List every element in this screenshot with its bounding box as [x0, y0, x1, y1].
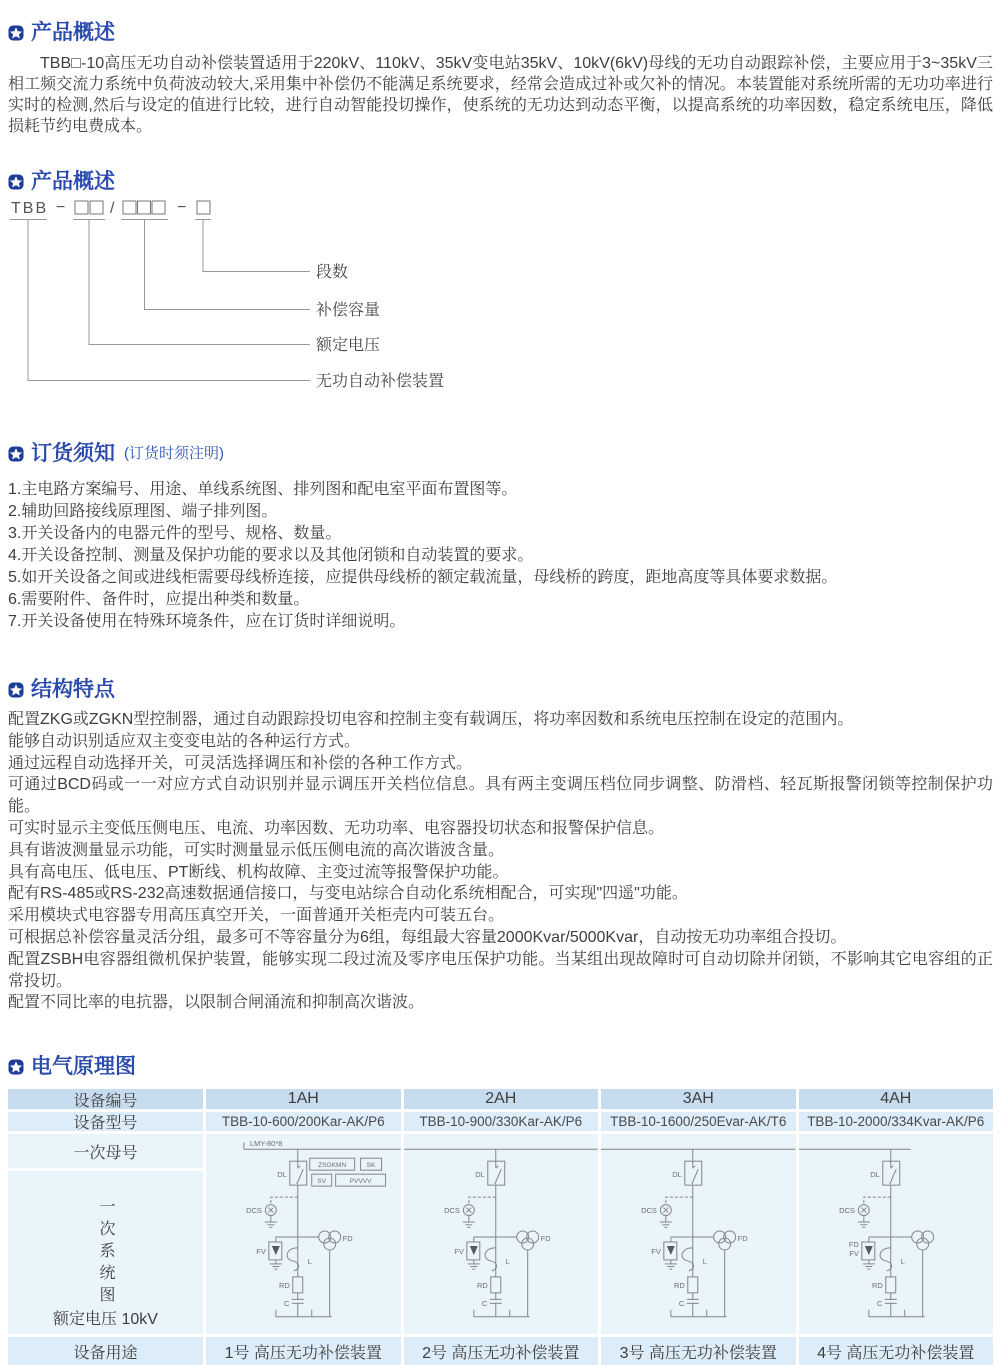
breaker-label: DL	[672, 1170, 682, 1180]
schematic-1ah	[206, 1134, 401, 1334]
discharge-coil-label: FD	[737, 1234, 748, 1244]
ordering-list	[8, 479, 993, 633]
dcs-label: DCS	[246, 1206, 262, 1216]
section-title-model	[8, 169, 993, 194]
star-icon	[8, 1059, 24, 1075]
feature-item: 可通过BCD码或一一对应方式自动识别并显示调压开关档位信息。具有两主变调压档位同步调整、防滑档、轻瓦斯报警闭锁等控制保护功能。	[8, 776, 993, 816]
dcs-link	[863, 1197, 890, 1204]
mask	[492, 1300, 498, 1303]
dash: −	[56, 199, 68, 216]
usage-value: 3号 高压无功补偿装置	[601, 1337, 796, 1365]
section-subtitle: (订货时须注明)	[124, 445, 224, 462]
order-item: 5.如开关设备之间或进线柜需要母线桥连接，应提供母线桥的额定载流量，母线桥的跨度，距地高度等具体要求数据。	[8, 569, 838, 586]
schematic-2ah	[404, 1134, 599, 1334]
order-item: 4.开关设备控制、测量及保护功能的要求以及其他闭锁和自动装置的要求。	[8, 547, 534, 564]
arrester-label: FV	[651, 1247, 661, 1257]
feature-item: 配有RS-485或RS-232高速数据通信接口，与变电站综合自动化系统相配合，可实现"四遥"功能。	[8, 885, 688, 903]
capacitor-label: C	[283, 1298, 290, 1308]
aux3-label: PVVVV	[349, 1178, 372, 1186]
breaker-label: DL	[474, 1170, 485, 1180]
system-diagram-vertical-label: 一次系统图	[97, 1197, 114, 1308]
dash: −	[177, 199, 189, 216]
fuse-label: RD	[278, 1281, 290, 1291]
rated-voltage-label: 额定电压 10kV	[53, 1311, 158, 1329]
star-icon	[8, 446, 24, 462]
breaker-label: DL	[277, 1170, 287, 1180]
capacitor-label: C	[481, 1298, 487, 1308]
feature-item: 能够自动识别适应双主变变电站的各种运行方式。	[8, 732, 361, 750]
col-header-device-no: 设备编号	[8, 1089, 203, 1109]
dcs-link	[271, 1197, 298, 1204]
mask	[690, 1300, 696, 1303]
dcs-label: DCS	[443, 1206, 460, 1216]
one-line-diagram	[404, 1134, 599, 1332]
usage-value: 1号 高压无功补偿装置	[206, 1337, 401, 1365]
order-item: 3.开关设备内的电器元件的型号、规格、数量。	[8, 525, 342, 542]
aux1-label: SK	[366, 1162, 376, 1170]
callout-device: 无功自动补偿装置	[316, 373, 445, 390]
model-value: TBB-10-600/200Kar-AK/P6	[206, 1112, 401, 1131]
discharge-coil-label: FD	[342, 1234, 353, 1244]
capacitor-label: C	[678, 1298, 685, 1308]
star-icon	[8, 682, 24, 698]
one-line-diagram	[601, 1134, 796, 1332]
section-title-text: 电气原理图	[31, 1055, 136, 1079]
section-title-overview	[8, 20, 993, 45]
arrester-label: FV	[256, 1247, 266, 1257]
discharge-coil-label: FD	[848, 1240, 859, 1250]
one-line-diagram	[799, 1134, 994, 1332]
overview-paragraph: TBB□-10高压无功自动补偿装置适用于220kV、110kV、35kV变电站35kV、10kV(6kV)母线的无功自动跟踪补偿，主要应用于3~35kV三相工频交流力系统中负荷波动较大,采用集中补偿仍不能满足系统要求，经常会造成过补或欠补的情况。本装置能对系统所需的无功功率进行实时的检测,然后与设定的值进行比较，进行自动智能投切操作，使系统的无功达到动态平衡，以提高系统的功率因数，稳定系统电压，降低损耗节约电费成本。	[8, 55, 993, 135]
section-title-features	[8, 677, 993, 702]
breaker-label: DL	[869, 1170, 880, 1180]
dcs-label: DCS	[838, 1206, 855, 1216]
mask	[295, 1300, 301, 1303]
controller-label: ZSGKMN	[318, 1162, 347, 1170]
bus-label: LMY-80*8	[249, 1139, 283, 1149]
callout-lines	[10, 220, 310, 381]
model-code-diagram	[8, 196, 498, 394]
section-title-schematic	[8, 1054, 993, 1079]
fuse-symbol	[293, 1277, 303, 1293]
capacitor-label: C	[876, 1298, 882, 1308]
usage-value: 4号 高压无功补偿装置	[799, 1337, 994, 1365]
callout-segments: 段数	[316, 264, 349, 281]
arrester-label: FV	[848, 1249, 859, 1259]
feature-item: 可实时显示主变低压侧电压、电流、功率因数、无功功率、电容器投切状态和报警保护信息。	[8, 819, 665, 837]
features-list	[8, 709, 993, 1014]
col-header-2ah: 2AH	[404, 1089, 599, 1109]
model-prefix: TBB	[11, 200, 49, 217]
callout-voltage: 额定电压	[316, 337, 381, 354]
fuse-label: RD	[673, 1281, 685, 1291]
fuse-symbol	[885, 1277, 895, 1293]
section-title-ordering	[8, 441, 993, 466]
feature-item: 配置ZKG或ZGKN型控制器，通过自动跟踪投切电容和控制主变有载调压，将功率因数和系统电压控制在设定的范围内。	[8, 711, 854, 728]
order-item: 6.需要附件、备件时，应提出种类和数量。	[8, 591, 310, 608]
feature-item: 采用模块式电容器专用高压真空开关，一面普通开关柜壳内可装五台。	[8, 907, 505, 925]
fuse-symbol	[490, 1277, 500, 1293]
page-title: 产品概述	[31, 21, 115, 44]
feature-item: 具有高电压、低电压、PT断线、机构故障、主变过流等报警保护功能。	[8, 863, 509, 881]
callout-capacity: 补偿容量	[316, 302, 381, 319]
one-line-diagram	[206, 1134, 401, 1332]
feature-item: 配置ZSBH电容器组微机保护装置，能够实现二段过流及零序电压保护功能。当某组出现故障时可自动切除并闭锁，不影响其它电容组的正常投切。	[8, 950, 993, 990]
col-header-4ah: 4AH	[799, 1089, 994, 1109]
usage-value: 2号 高压无功补偿装置	[404, 1337, 599, 1365]
model-value: TBB-10-1600/250Evar-AK/T6	[601, 1112, 796, 1131]
star-icon	[8, 25, 24, 41]
star-icon	[8, 174, 24, 190]
row-label-system-diagram	[8, 1171, 203, 1334]
slash: /	[110, 200, 117, 217]
section-title-text: 产品概述	[31, 170, 115, 193]
aux2-label: SV	[317, 1178, 327, 1186]
reactor-label: L	[307, 1257, 312, 1267]
schematic-4ah	[799, 1134, 994, 1334]
col-header-3ah: 3AH	[601, 1089, 796, 1109]
dcs-link	[468, 1197, 495, 1204]
fuse-symbol	[688, 1277, 698, 1293]
discharge-coil-label: FD	[540, 1234, 551, 1244]
order-item: 1.主电路方案编号、用途、单线系统图、排列图和配电室平面布置图等。	[8, 481, 518, 498]
section-title-text: 结构特点	[31, 678, 115, 701]
fuse-label: RD	[871, 1281, 883, 1291]
col-header-1ah: 1AH	[206, 1089, 401, 1109]
schematic-left-labels	[8, 1134, 203, 1334]
reactor-label: L	[505, 1257, 510, 1267]
dcs-link	[666, 1197, 693, 1204]
feature-item: 通过远程自动选择开关，可灵活选择调压和补偿的各种工作方式。	[8, 754, 473, 772]
arrester-label: FV	[453, 1247, 464, 1257]
feature-item: 可根据总补偿容量灵活分组，最多可不等容量分为6组，每组最大容量2000Kvar/5000Kvar，自动按无功功率组合投切。	[8, 928, 847, 946]
dcs-label: DCS	[641, 1206, 657, 1216]
placeholder-boxes	[75, 201, 210, 214]
section-title-text: 订货须知	[31, 442, 115, 465]
row-label-model: 设备型号	[8, 1112, 203, 1131]
reactor-label: L	[900, 1257, 905, 1267]
order-item: 7.开关设备使用在特殊环境条件，应在订货时详细说明。	[8, 613, 406, 630]
mask	[887, 1300, 893, 1303]
feature-item: 具有谐波测量显示功能，可实时测量显示低压侧电流的高次谐波含量。	[8, 841, 505, 859]
row-label-usage: 设备用途	[8, 1337, 203, 1365]
schematic-3ah	[601, 1134, 796, 1334]
model-value: TBB-10-2000/334Kvar-AK/P6	[799, 1112, 994, 1131]
feature-item: 配置不同比率的电抗器，以限制合闸涌流和抑制高次谐波。	[8, 994, 425, 1012]
reactor-label: L	[702, 1257, 707, 1267]
schematic-table	[8, 1089, 993, 1365]
model-value: TBB-10-900/330Kar-AK/P6	[404, 1112, 599, 1131]
fuse-label: RD	[476, 1281, 488, 1291]
row-label-primary-bus: 一次母号	[8, 1134, 203, 1168]
order-item: 2.辅助回路接线原理图、端子排列图。	[8, 503, 278, 520]
